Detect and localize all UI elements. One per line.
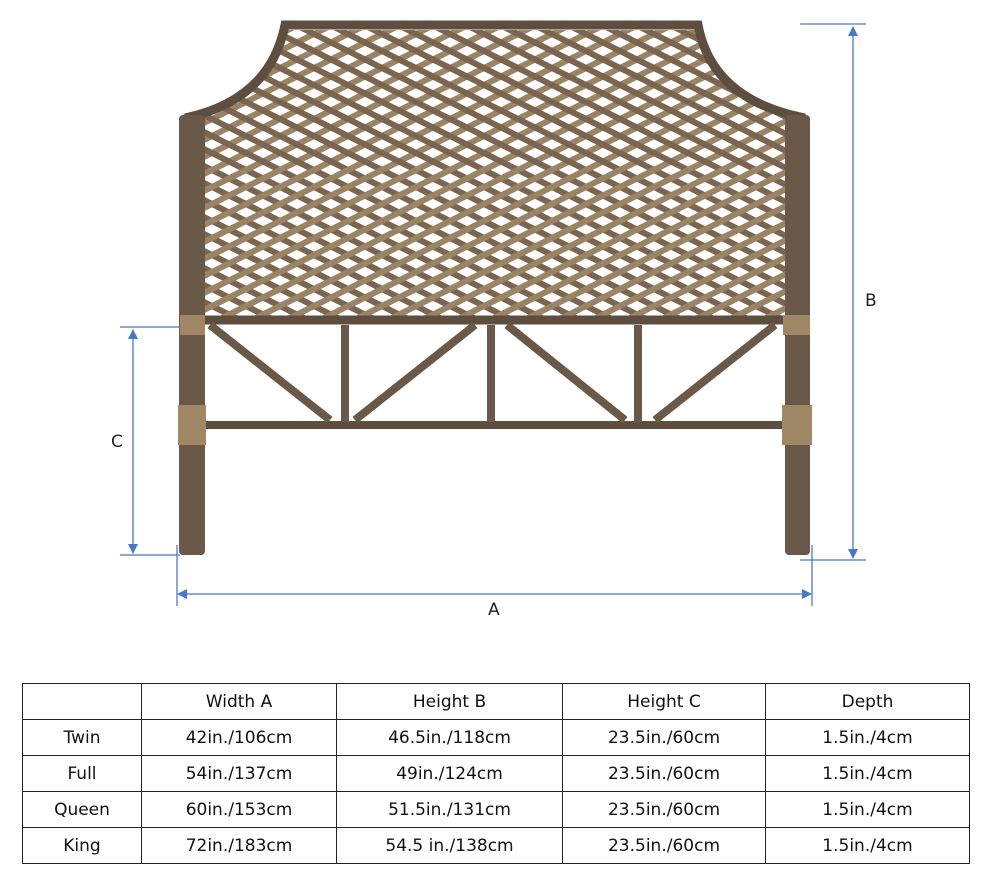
table-cell: 23.5in./60cm <box>563 756 766 792</box>
header-cell: Width A <box>142 684 337 720</box>
table-cell: 1.5in./4cm <box>766 792 970 828</box>
table-row <box>23 720 970 756</box>
lattice-bar <box>0 20 2 320</box>
table-cell: 1.5in./4cm <box>766 720 970 756</box>
table-header-row <box>23 684 970 720</box>
header-cell: Height C <box>563 684 766 720</box>
lattice-bar <box>694 20 990 320</box>
size-table <box>22 683 970 864</box>
table-row <box>23 792 970 828</box>
size-name-cell: Queen <box>23 792 142 828</box>
lattice-bar <box>898 20 990 320</box>
table-cell: 60in./153cm <box>142 792 337 828</box>
lattice-bar <box>0 20 274 320</box>
table-cell: 54.5 in./138cm <box>337 828 563 864</box>
lattice-bar <box>864 20 990 320</box>
lattice-bar <box>0 20 2 320</box>
header-cell: Height B <box>337 684 563 720</box>
size-name-cell: Full <box>23 756 142 792</box>
headboard-image <box>0 20 990 555</box>
lattice-bar <box>0 20 138 320</box>
table-row <box>23 756 970 792</box>
table-cell: 54in./137cm <box>142 756 337 792</box>
lattice-bar <box>830 20 990 320</box>
lattice-bar <box>0 20 172 320</box>
lattice-bar <box>0 20 70 320</box>
table-cell: 23.5in./60cm <box>563 828 766 864</box>
table-cell: 23.5in./60cm <box>563 792 766 828</box>
table-cell: 51.5in./131cm <box>337 792 563 828</box>
lattice-bar <box>0 20 70 320</box>
table-cell: 46.5in./118cm <box>337 720 563 756</box>
dimension-a-label: A <box>488 600 500 620</box>
lattice-bar <box>0 20 138 320</box>
dimension-b-label: B <box>865 291 877 311</box>
lattice-bar <box>796 20 990 320</box>
table-cell: 23.5in./60cm <box>563 720 766 756</box>
lattice-bar <box>0 20 104 320</box>
table-cell: 42in./106cm <box>142 720 337 756</box>
lattice-bar <box>0 20 274 320</box>
lattice-bar <box>694 20 990 320</box>
lattice-bar <box>864 20 990 320</box>
table-cell: 72in./183cm <box>142 828 337 864</box>
dimension-c-label: C <box>111 432 123 452</box>
lattice-bar <box>0 20 308 320</box>
lattice-bar <box>830 20 990 320</box>
table-row <box>23 828 970 864</box>
lattice-bar <box>490 20 990 320</box>
table-cell: 1.5in./4cm <box>766 828 970 864</box>
lattice-bar <box>490 20 990 320</box>
header-cell <box>23 684 142 720</box>
table-cell: 1.5in./4cm <box>766 756 970 792</box>
lattice-bar <box>796 20 990 320</box>
lattice-bar <box>0 20 206 320</box>
lattice-bar <box>0 20 104 320</box>
lattice-bar <box>0 20 206 320</box>
size-name-cell: King <box>23 828 142 864</box>
lattice-bar <box>0 20 308 320</box>
header-cell: Depth <box>766 684 970 720</box>
table-cell: 49in./124cm <box>337 756 563 792</box>
size-name-cell: Twin <box>23 720 142 756</box>
lattice-bar <box>898 20 990 320</box>
lattice-bar <box>0 20 36 320</box>
lattice-bar <box>0 20 36 320</box>
lattice-bar <box>0 20 172 320</box>
